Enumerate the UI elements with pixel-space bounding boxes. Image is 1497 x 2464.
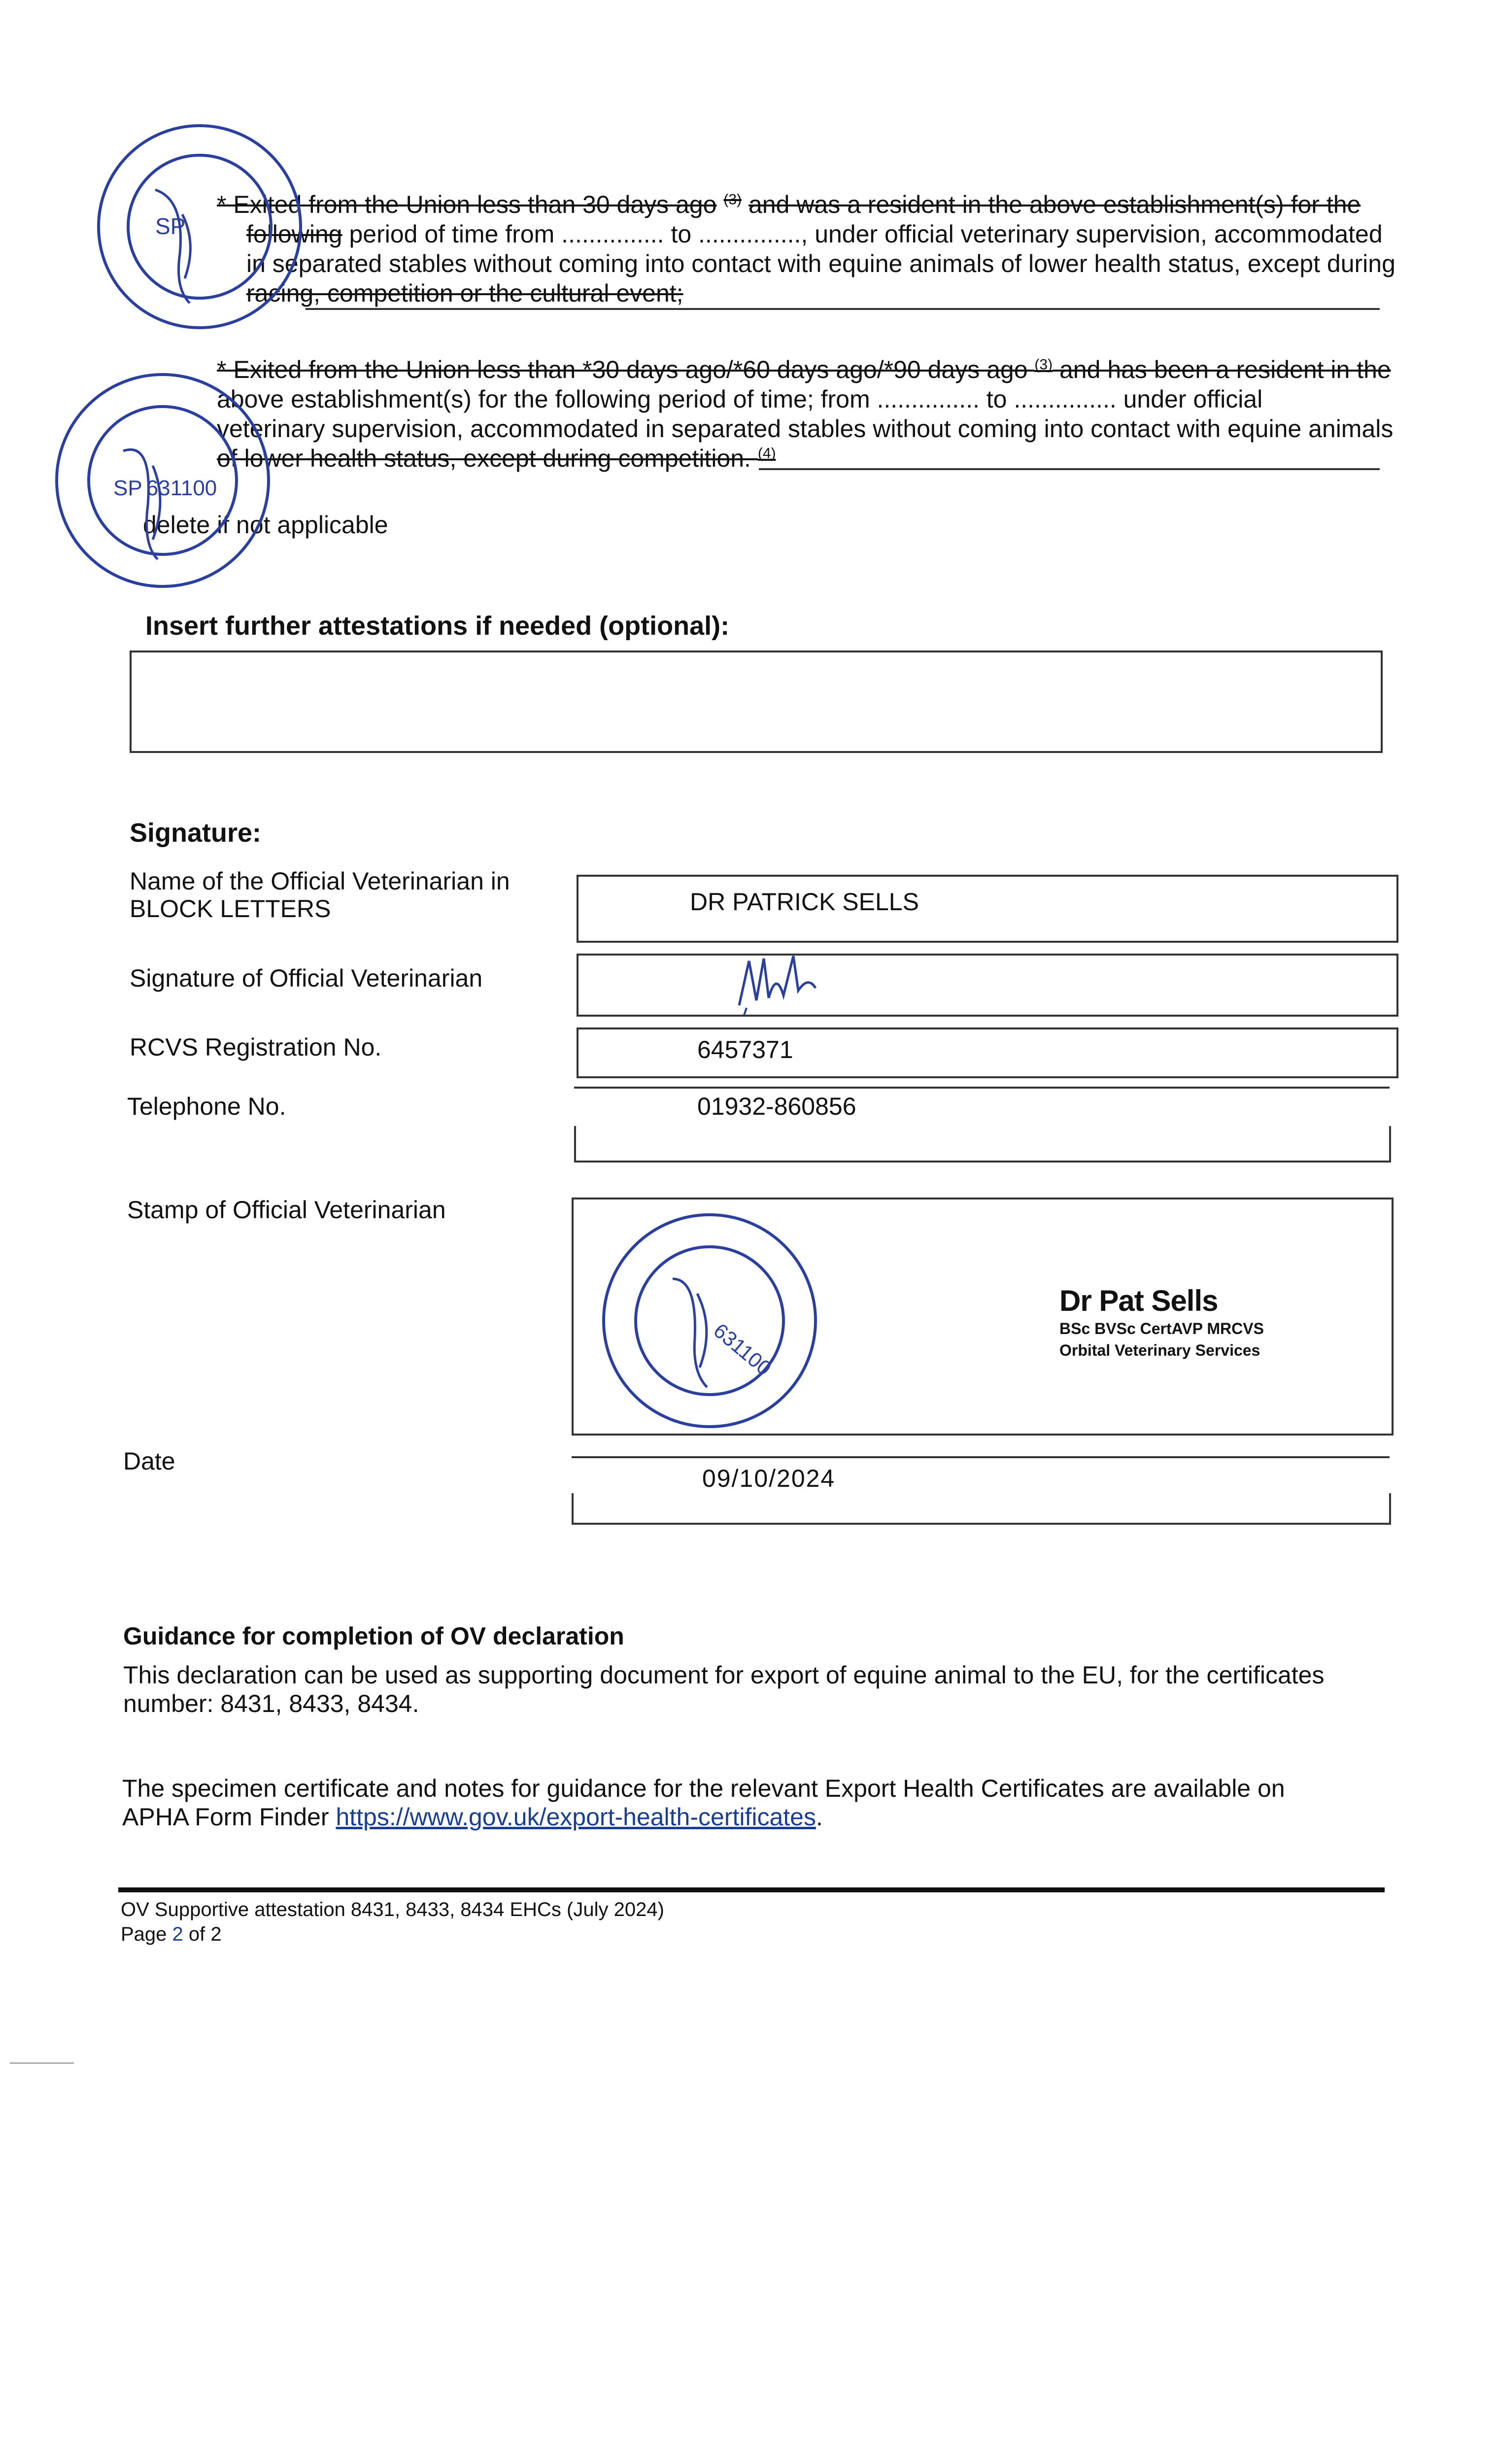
name-label <box>130 867 510 923</box>
further-attestations-box[interactable] <box>130 650 1383 753</box>
ov-stamp-code: 631100 <box>709 1318 776 1380</box>
footer-page-current: 2 <box>172 1923 183 1945</box>
attestation-1-rule <box>306 308 1380 310</box>
guidance-p2-prefix: APHA Form Finder <box>122 1803 329 1831</box>
attestation-2-line-4-text: of lower health status, except during competition. <box>217 445 751 472</box>
footer-page-total: 2 <box>210 1923 222 1945</box>
date-value: 09/10/2024 <box>702 1465 836 1492</box>
attestation-2-line-3 <box>217 414 1393 444</box>
attestation-2-rule <box>759 468 1380 470</box>
attestation-1-sup: (3) <box>723 191 742 208</box>
date-field[interactable] <box>572 1493 1391 1525</box>
attestation-2-line-4-sup: (4) <box>757 445 776 462</box>
official-stamp-middle <box>49 367 276 594</box>
attestation-1-line-4-text: racing, competition or the cultural event; <box>246 279 683 307</box>
ov-stamp <box>599 1210 820 1432</box>
phone-label: Telephone No. <box>127 1093 286 1120</box>
signature-field[interactable] <box>577 954 1398 1017</box>
attestation-1-line-3 <box>246 249 1395 278</box>
official-stamp-top <box>96 116 303 342</box>
attestation-2-line-2-text: above establishment(s) for the following period of time; from ............... to ............... under official <box>217 385 1263 413</box>
footer-rule <box>118 1887 1385 1892</box>
attestation-1-line-3-text: in separated stables without coming into contact with equine animals of lower health status, except during <box>246 250 1395 277</box>
name-label-line-2: BLOCK LETTERS <box>130 895 331 923</box>
attestation-1-line-4 <box>246 278 683 308</box>
further-attestations-heading: Insert further attestations if needed (optional): <box>145 611 730 641</box>
delete-note-text: delete if not applicable <box>143 511 388 539</box>
attestation-2-line-2 <box>217 384 1262 414</box>
stamp-label: Stamp of Official Veterinarian <box>127 1196 446 1224</box>
signature-heading: Signature: <box>130 818 262 848</box>
attestation-2-line-1-tail: and has been a resident in the <box>1059 356 1391 383</box>
attestation-1-line-1 <box>217 190 1361 219</box>
guidance-p2-suffix: . <box>816 1803 823 1831</box>
attestation-2-line-1-text: * Exited from the Union less than *30 days ago/*60 days ago/*90 days ago <box>217 356 1028 383</box>
signature-label: Signature of Official Veterinarian <box>130 964 483 992</box>
phone-field-top-rule <box>574 1087 1390 1089</box>
vet-qualifications: BSc BVSc CertAVP MRCVS <box>1059 1320 1264 1337</box>
attestation-2-line-4 <box>217 444 776 473</box>
date-field-top-rule <box>572 1456 1390 1458</box>
attestation-1 <box>217 190 1361 219</box>
attestation-2-line-1 <box>217 355 1391 384</box>
scan-artifact-line <box>10 2062 74 2064</box>
phone-field[interactable] <box>574 1126 1391 1163</box>
name-label-line-1: Name of the Official Veterinarian in <box>130 867 510 895</box>
vet-practice: Orbital Veterinary Services <box>1059 1341 1260 1359</box>
guidance-p1-line-2: number: 8431, 8433, 8434. <box>123 1690 419 1717</box>
attestation-1-line-2-text: period of time from ............... to ..............., under official veterinary supervision, accommodated <box>349 220 1383 248</box>
guidance-paragraph-1 <box>123 1661 1324 1718</box>
rcvs-label: RCVS Registration No. <box>130 1033 382 1061</box>
footer-page-number <box>121 1922 664 1947</box>
rcvs-value: 6457371 <box>697 1036 793 1063</box>
guidance-p1-line-1: This declaration can be used as supporting document for export of equine animal to the EU, for the certificates <box>123 1661 1325 1689</box>
footer <box>121 1897 664 1947</box>
footer-doc-title: OV Supportive attestation 8431, 8433, 8434 EHCs (July 2024) <box>121 1899 664 1920</box>
official-stamp-top-code: SP <box>155 213 186 239</box>
official-stamp-middle-code: SP 631100 <box>113 476 217 500</box>
name-value: DR PATRICK SELLS <box>690 888 919 916</box>
attestation-1-struck-word: following <box>246 220 342 248</box>
handwritten-signature <box>729 951 828 1020</box>
phone-value: 01932-860856 <box>697 1093 856 1120</box>
attestation-1-marker-tail: and was a resident in the above establishment(s) for the <box>748 191 1361 218</box>
attestation-1-marker: * Exited from the Union less than 30 days ago <box>217 191 717 218</box>
guidance-paragraph-2 <box>122 1774 1285 1831</box>
attestation-2-line-3-text: veterinary supervision, accommodated in separated stables without coming into contact with equine animals <box>217 415 1394 443</box>
date-label: Date <box>123 1447 175 1475</box>
guidance-p2-line-2 <box>122 1803 1285 1831</box>
guidance-p2-line-1: The specimen certificate and notes for guidance for the relevant Export Health Certificates are available on <box>122 1775 1285 1802</box>
vet-details <box>1059 1284 1264 1361</box>
guidance-heading: Guidance for completion of OV declaration <box>123 1622 624 1650</box>
attestation-2-sup: (3) <box>1034 356 1053 373</box>
export-health-certificates-link[interactable]: https://www.gov.uk/export-health-certificates <box>336 1803 816 1831</box>
attestation-1-line-2 <box>246 219 1383 249</box>
vet-name: Dr Pat Sells <box>1059 1284 1218 1317</box>
footer-page-of: of <box>188 1923 205 1945</box>
footer-page-prefix: Page <box>121 1923 167 1945</box>
